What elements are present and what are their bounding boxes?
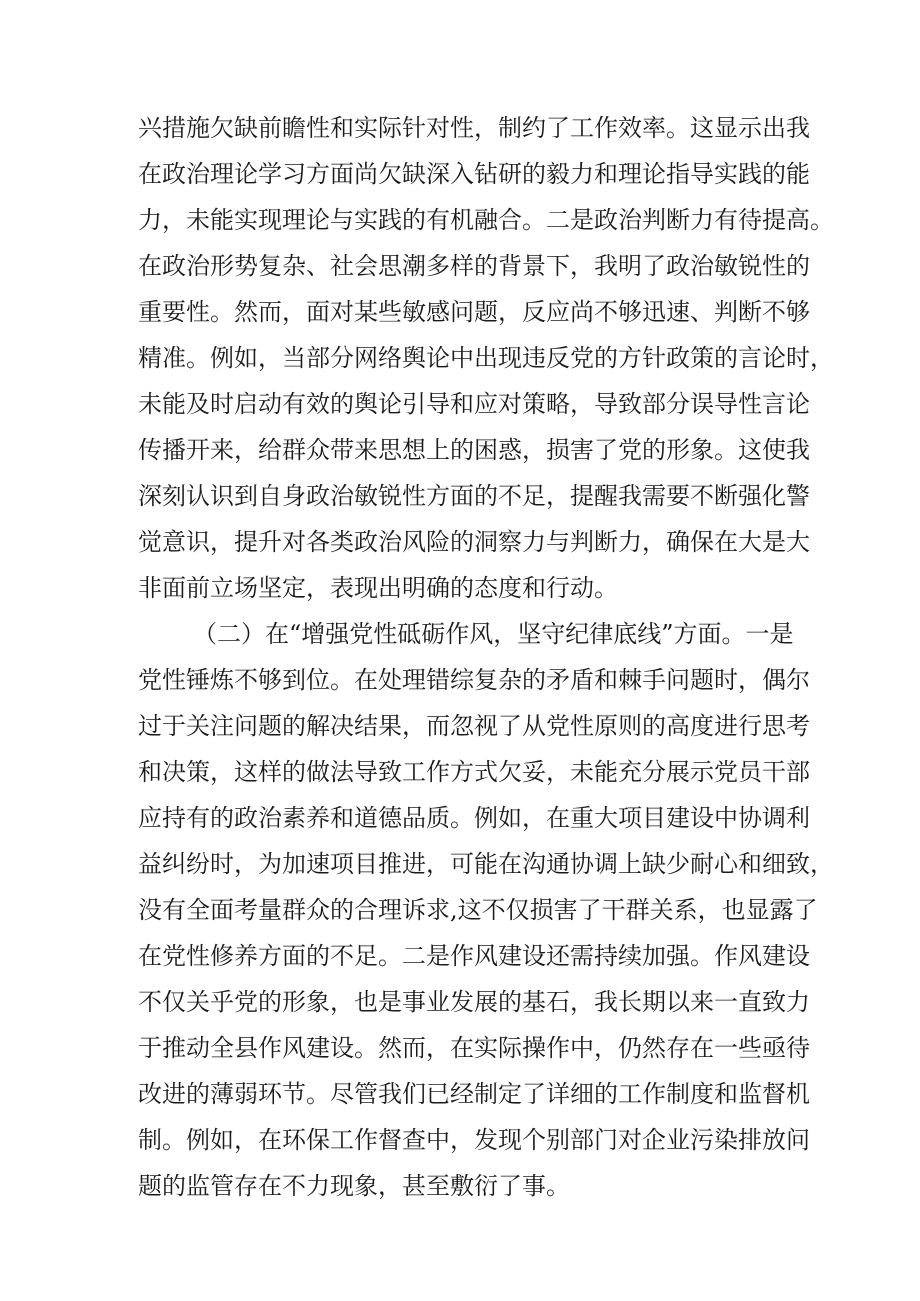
text-line: 在政治形势复杂、社会思潮多样的背景下，我明了政治敏锐性的 — [138, 252, 810, 280]
text-line: 益纠纷时，为加速项目推进，可能在沟通协调上缺少耐心和细致， — [138, 850, 834, 878]
text-line: 非面前立场坚定，表现出明确的态度和行动。 — [138, 574, 618, 602]
text-line: 传播开来，给群众带来思想上的困惑，损害了党的形象。这使我 — [138, 436, 810, 464]
text-line: 在政治理论学习方面尚欠缺深入钻研的毅力和理论指导实践的能 — [138, 160, 810, 188]
text-line: 深刻认识到自身政治敏锐性方面的不足，提醒我需要不断强化警 — [138, 482, 810, 510]
text-line: 力，未能实现理论与实践的有机融合。二是政治判断力有待提高。 — [138, 206, 834, 234]
text-line: 精准。例如，当部分网络舆论中出现违反党的方针政策的言论时， — [138, 344, 834, 372]
text-line: 应持有的政治素养和道德品质。例如，在重大项目建设中协调利 — [138, 804, 810, 832]
text-line: 过于关注问题的解决结果，而忽视了从党性原则的高度进行思考 — [138, 712, 810, 740]
text-line: 党性锤炼不够到位。在处理错综复杂的矛盾和棘手问题时，偶尔 — [138, 666, 810, 694]
text-line: 改进的薄弱环节。尽管我们已经制定了详细的工作制度和监督机 — [138, 1080, 810, 1108]
text-line: 于推动全县作风建设。然而，在实际操作中，仍然存在一些亟待 — [138, 1034, 810, 1062]
text-line: 不仅关乎党的形象，也是事业发展的基石，我长期以来一直致力 — [138, 988, 810, 1016]
text-line: 重要性。然而，面对某些敏感问题，反应尚不够迅速、判断不够 — [138, 298, 810, 326]
text-line: 没有全面考量群众的合理诉求,这不仅损害了干群关系，也显露了 — [138, 896, 818, 924]
text-line: 题的监管存在不力现象，甚至敷衍了事。 — [138, 1172, 570, 1200]
text-line: 在党性修养方面的不足。二是作风建设还需持续加强。作风建设 — [138, 942, 810, 970]
text-line: 觉意识，提升对各类政治风险的洞察力与判断力，确保在大是大 — [138, 528, 810, 556]
text-line: 和决策，这样的做法导致工作方式欠妥，未能充分展示党员干部 — [138, 758, 810, 786]
text-line: 兴措施欠缺前瞻性和实际针对性，制约了工作效率。这显示出我 — [138, 114, 810, 142]
text-line: 制。例如，在环保工作督查中，发现个别部门对企业污染排放问 — [138, 1126, 810, 1154]
text-line-indented: （二）在“增强党性砥砺作风，坚守纪律底线”方面。一是 — [193, 620, 794, 648]
text-line: 未能及时启动有效的舆论引导和应对策略，导致部分误导性言论 — [138, 390, 810, 418]
